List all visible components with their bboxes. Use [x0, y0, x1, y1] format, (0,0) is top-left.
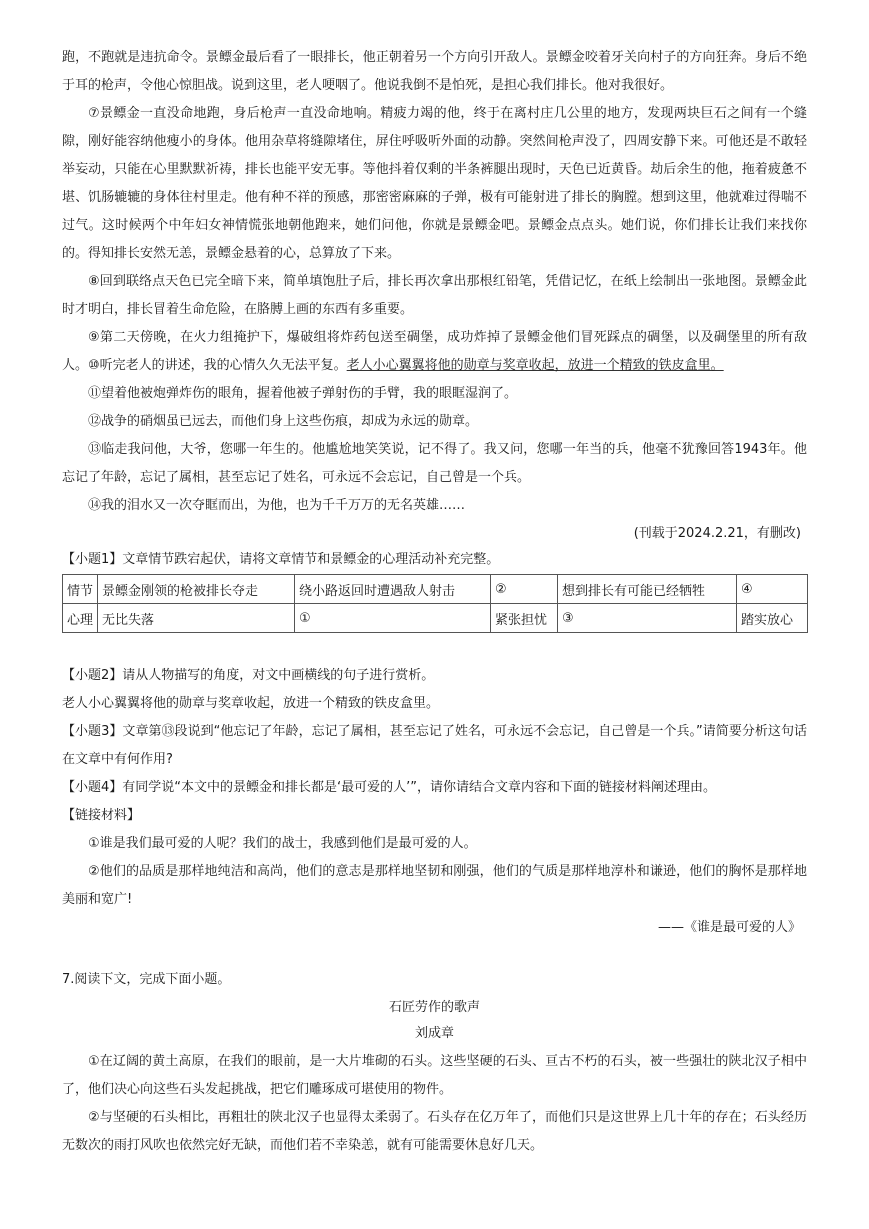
table-cell: 绕小路返回时遭遇敌人射击: [295, 575, 491, 604]
story-paragraph-12: ⑫战争的硝烟虽已远去，而他们身上这些伤痕，却成为永远的勋章。: [88, 414, 479, 429]
essay-author: 刘成章: [414, 1026, 454, 1041]
question-2-prompt: 【小题2】请从人物描写的角度，对文中画横线的句子进行赏析。: [62, 668, 435, 683]
question-7-intro: 7.阅读下文，完成下面小题。: [62, 972, 231, 987]
table-cell: 紧张担忧: [491, 604, 558, 633]
story-paragraph-7: ⑦景鳔金一直没命地跑，身后枪声一直没命地响。精疲力竭的他，终于在离村庄几公里的地方，发现两块巨石之间有一个缝隙，刚好能容纳他瘦小的身体。他用杂草将缝隙堵住，屏住呼吸听外面的动静。突然间枪声没了，四周安静下来。可他还是不敢轻举妄动，只能在心里默默祈祷，排长也能平安无事。等他抖着仅剩的半条裤腿出现时，天色已近黄昏。劫后余生的他，拖着疲惫不堪、饥肠辘辘的身体往村里走。他有种不祥的预感，那密密麻麻的子弹，极有可能射进了排长的胸膛。想到这里，他就难过得喘不过气。这时候两个中年妇女神情慌张地朝他跑来，她们问他，你就是景鳔金吧。景鳔金点点头。她们说，你们排长让我们来找你的。得知排长安然无恙，景鳔金悬着的心，总算放了下来。: [62, 106, 807, 261]
source-note: (刊载于2024.2.21，有删改): [633, 526, 801, 541]
question-3-prompt: 【小题3】文章第⑬段说到“他忘记了年龄，忘记了属相，甚至忘记了姓名，可永远不会忘记，自己曾是一个兵。”请简要分析这句话在文章中有何作用?: [62, 724, 807, 767]
table-cell: 情节: [63, 575, 98, 604]
story-paragraph-9: ⑨第二天傍晚，在火力组掩护下，爆破组将炸药包送至碉堡，成功炸掉了景鳔金他们冒死踩点的碉堡，以及碉堡里的所有敌人。: [62, 330, 807, 373]
link-material-1: ①谁是我们最可爱的人呢？我们的战士，我感到他们是最可爱的人。: [88, 836, 477, 851]
story-paragraph-13: ⑬临走我问他，大爷，您哪一年生的。他尴尬地笑笑说，记不得了。我又问，您哪一年当的兵，他毫不犹豫回答1943年。他忘记了年龄，忘记了属相，甚至忘记了姓名，可永远不会忘记，自己曾是一个兵。: [62, 442, 807, 485]
blank-cell-4[interactable]: ④: [737, 575, 808, 604]
link-material-2: ②他们的品质是那样地纯洁和高尚，他们的意志是那样地坚韧和刚强，他们的气质是那样地淳朴和谦逊，他们的胸怀是那样地美丽和宽广!: [62, 864, 807, 907]
paragraph-10-lead: ⑩听完老人的讲述，我的心情久久无法平复。: [88, 358, 347, 373]
blank-cell-1[interactable]: ①: [295, 604, 491, 633]
link-material-heading: 【链接材料】: [62, 808, 141, 823]
table-cell: 想到排长有可能已经牺牲: [558, 575, 737, 604]
table-row: [63, 575, 808, 604]
essay-title: 石匠劳作的歌声: [388, 1000, 480, 1015]
essay-paragraph-2: ②与坚硬的石头相比，再粗壮的陕北汉子也显得太柔弱了。石头存在亿万年了，而他们只是这世界上几十年的存在；石头经历无数次的雨打风吹也依然完好无缺，而他们若不幸染恙，就有可能需要休息好几天。: [62, 1110, 807, 1153]
story-paragraph-continued: 跑，不跑就是违抗命令。景鳔金最后看了一眼排长，他正朝着另一个方向引开敌人。景鳔金咬着牙关向村子的方向狂奔。身后不绝于耳的枪声，令他心惊胆战。说到这里，老人哽咽了。他说我倒不是怕死，是担心我们排长。他对我很好。: [62, 50, 807, 93]
blank-cell-3[interactable]: ③: [558, 604, 737, 633]
table-row: [63, 604, 808, 633]
question-4-prompt: 【小题4】有同学说“本文中的景鳔金和排长都是‘最可爱的人’”，请你请结合文章内容和下面的链接材料阐述理由。: [62, 780, 717, 795]
question-2-quote: 老人小心翼翼将他的勋章与奖章收起，放进一个精致的铁皮盒里。: [62, 696, 440, 711]
table-cell: 无比失落: [98, 604, 295, 633]
question-1-prompt: 【小题1】文章情节跌宕起伏，请将文章情节和景鳔金的心理活动补充完整。: [62, 552, 500, 567]
essay-paragraph-1: ①在辽阔的黄土高原，在我们的眼前，是一大片堆砌的石头。这些坚硬的石头、亘古不朽的石头，被一些强壮的陕北汉子相中了，他们决心向这些石头发起挑战，把它们雕琢成可堪使用的物件。: [62, 1054, 807, 1097]
story-paragraph-10: [62, 352, 807, 380]
link-attribution: ——《谁是最可爱的人》: [657, 920, 801, 935]
table-cell: 踏实放心: [737, 604, 808, 633]
story-paragraph-14: ⑭我的泪水又一次夺眶而出，为他，也为千千万万的无名英雄……: [88, 498, 466, 513]
plot-mind-table: [62, 574, 808, 633]
story-paragraph-11: ⑪望着他被炮弹炸伤的眼角，握着他被子弹射伤的手臂，我的眼眶湿润了。: [88, 386, 518, 401]
story-paragraph-8: ⑧回到联络点天色已完全暗下来，简单填饱肚子后，排长再次拿出那根红铅笔，凭借记忆，在纸上绘制出一张地图。景鳔金此时才明白，排长冒着生命危险，在胳膊上画的东西有多重要。: [62, 274, 807, 317]
table-cell: 景鳔金刚领的枪被排长夺走: [98, 575, 295, 604]
blank-cell-2[interactable]: ②: [491, 575, 558, 604]
underlined-sentence: 老人小心翼翼将他的勋章与奖章收起，放进一个精致的铁皮盒里。: [346, 358, 724, 373]
table-cell: 心理: [63, 604, 98, 633]
